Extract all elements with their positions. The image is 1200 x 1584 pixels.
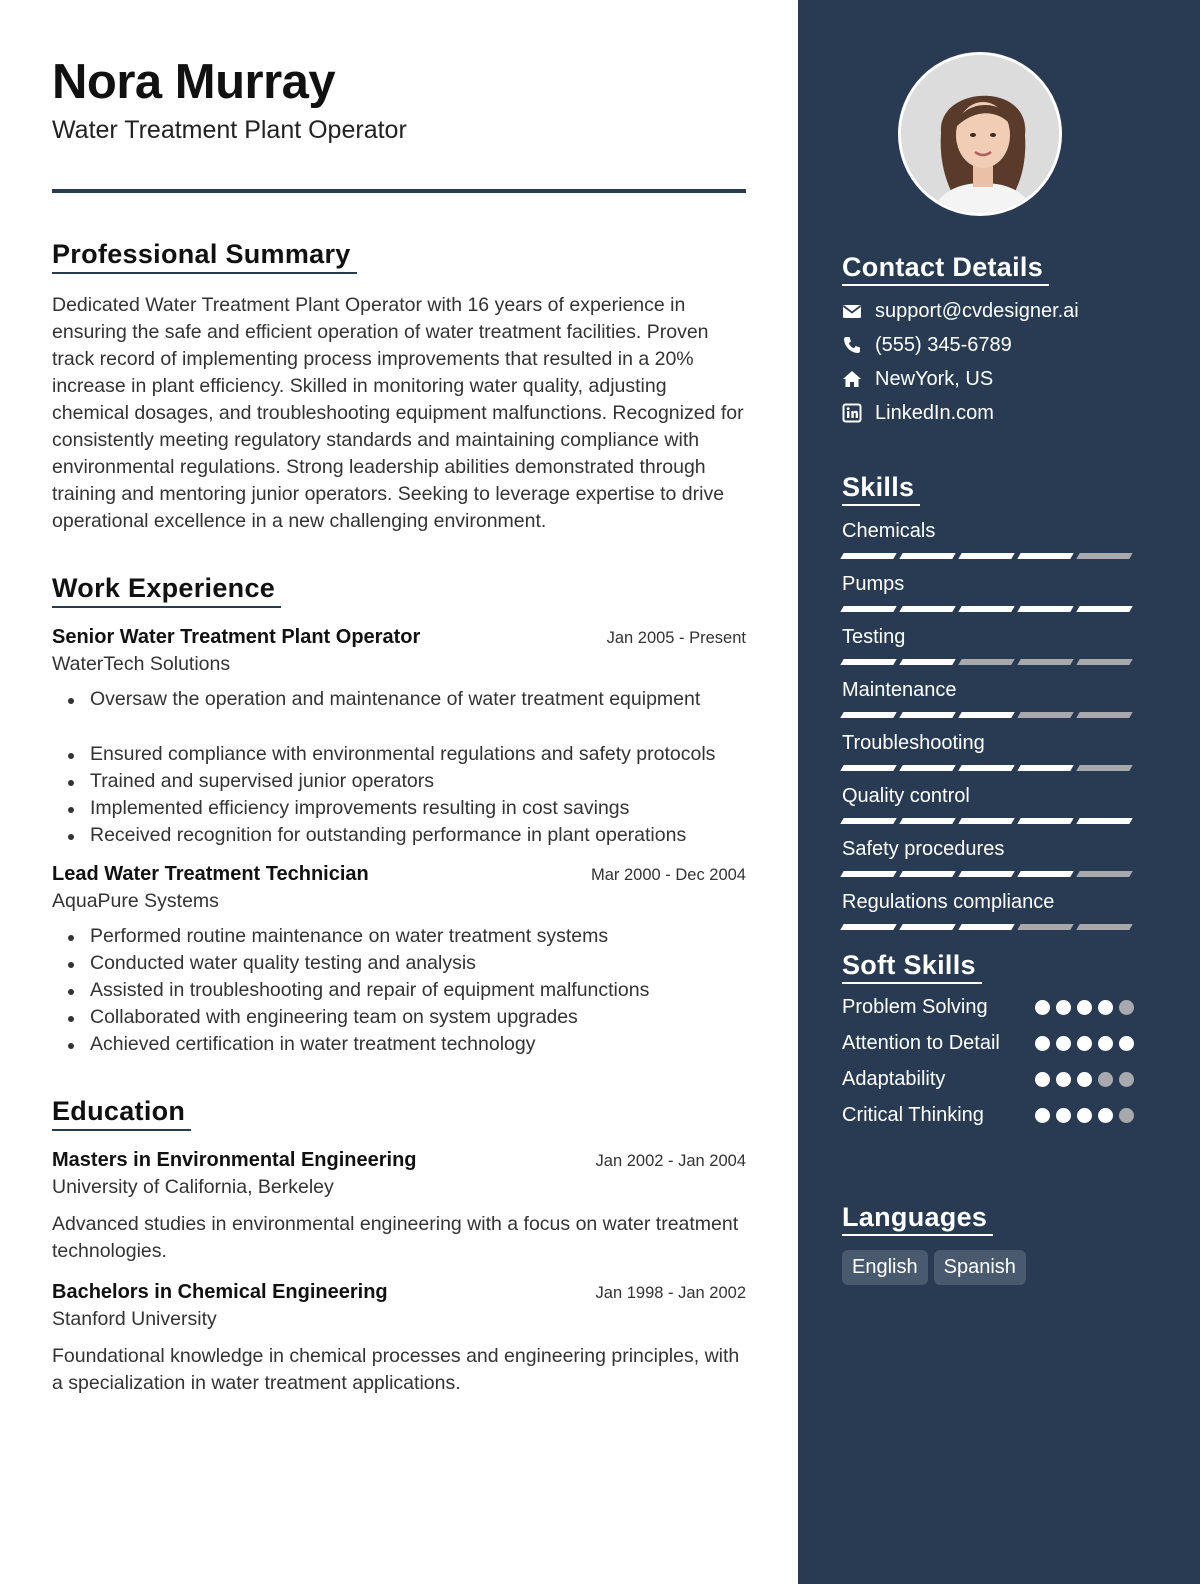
languages-section [842,1202,1182,1285]
education-entry [52,1281,746,1397]
skill-segment-filled [899,871,955,877]
degree-name: Masters in Environmental Engineering [52,1148,417,1171]
sidebar [798,0,1200,1584]
skill-rating-bar [842,765,1182,771]
language-chip: Spanish [934,1250,1026,1285]
skill-segment-empty [1076,712,1132,718]
skill-segment-empty [1017,924,1073,930]
candidate-title: Water Treatment Plant Operator [52,115,407,144]
linkedin-icon [842,403,862,423]
rating-dot-filled [1098,1000,1113,1015]
soft-skill-name: Problem Solving [842,996,988,1018]
skill-segment-filled [899,712,955,718]
skill-segment-filled [1017,553,1073,559]
job-company: AquaPure Systems [52,889,219,912]
rating-dot-filled [1077,1072,1092,1087]
soft-skill-name: Adaptability [842,1068,946,1090]
soft-skill-row [842,1030,1134,1056]
list-item: Performed routine maintenance on water treatment systems [66,923,746,950]
contact-heading: Contact Details [842,252,1049,286]
skill-segment-filled [1017,765,1073,771]
list-item: Received recognition for outstanding performance in plant operations [66,822,746,849]
skills-list [842,520,1182,930]
education-description: Advanced studies in environmental engineering with a focus on water treatment technologies. [52,1212,739,1262]
skill-segment-filled [1017,818,1073,824]
skill-segment-filled [899,818,955,824]
profile-photo-illustration [901,55,1062,216]
skill-segment-filled [840,659,896,665]
soft-skill-name: Critical Thinking [842,1104,984,1126]
rating-dot-filled [1035,1108,1050,1123]
skill-segment-filled [899,606,955,612]
rating-dot-filled [1077,1000,1092,1015]
skill-segment-filled [840,871,896,877]
skill-segment-empty [1076,553,1132,559]
phone-icon [842,335,862,355]
skill-name: Chemicals [842,520,936,542]
language-chip: English [842,1250,928,1285]
header-divider [52,189,746,193]
skill-segment-filled [899,659,955,665]
contact-email[interactable] [842,300,1182,322]
soft-skill-rating [1035,1066,1134,1087]
skill-segment-empty [1076,871,1132,877]
list-item: Collaborated with engineering team on system upgrades [66,1004,746,1031]
experience-heading: Work Experience [52,573,281,608]
education-heading: Education [52,1096,191,1131]
skill-rating-bar [842,712,1182,718]
education-dates: Jan 2002 - Jan 2004 [595,1151,746,1170]
rating-dot-empty [1098,1072,1113,1087]
rating-dot-filled [1035,1036,1050,1051]
profile-photo [898,52,1062,216]
languages-list [842,1250,1182,1285]
experience-section [52,573,746,1058]
list-item: Conducted water quality testing and analysis [66,950,746,977]
school-name: University of California, Berkeley [52,1175,334,1198]
skill-segment-filled [958,606,1014,612]
skill-segment-filled [958,765,1014,771]
school-name: Stanford University [52,1307,217,1330]
skill-segment-empty [958,659,1014,665]
education-description: Foundational knowledge in chemical processes and engineering principles, with a specialization in water treatment applications. [52,1344,740,1394]
skill-name: Quality control [842,785,970,807]
skills-section [842,472,1182,930]
skill-rating-bar [842,606,1182,612]
skill-name: Maintenance [842,679,957,701]
skill-segment-empty [1076,765,1132,771]
rating-dot-filled [1056,1108,1071,1123]
rating-dot-filled [1098,1036,1113,1051]
contact-section [842,252,1182,424]
soft-skill-row [842,994,1134,1020]
skills-heading: Skills [842,472,920,506]
skill-name: Troubleshooting [842,732,985,754]
soft-skill-row [842,1066,1134,1092]
contact-email-text: support@cvdesigner.ai [875,299,1079,322]
education-dates: Jan 1998 - Jan 2002 [595,1283,746,1302]
languages-heading: Languages [842,1202,993,1236]
skill-name: Testing [842,626,906,648]
skill-segment-filled [1076,818,1132,824]
rating-dot-filled [1077,1108,1092,1123]
rating-dot-filled [1035,1072,1050,1087]
envelope-icon [842,301,862,321]
skill-rating-bar [842,659,1182,665]
list-item: Implemented efficiency improvements resulting in cost savings [66,795,746,822]
skill-segment-filled [840,553,896,559]
education-section [52,1096,746,1397]
rating-dot-filled [1035,1000,1050,1015]
contact-location [842,368,1182,390]
list-item: Ensured compliance with environmental regulations and safety protocols [66,741,746,768]
soft-skills-list [842,994,1182,1128]
list-item: Achieved certification in water treatment technology [66,1031,746,1058]
skill-segment-filled [958,818,1014,824]
skill-name: Safety procedures [842,838,1005,860]
soft-skill-rating [1035,1102,1134,1123]
skill-segment-filled [958,924,1014,930]
rating-dot-filled [1098,1108,1113,1123]
skill-segment-filled [840,765,896,771]
degree-name: Bachelors in Chemical Engineering [52,1280,388,1303]
rating-dot-filled [1119,1036,1134,1051]
rating-dot-filled [1077,1036,1092,1051]
list-item: Assisted in troubleshooting and repair of equipment malfunctions [66,977,746,1004]
education-entry [52,1149,746,1265]
contact-location-text: NewYork, US [875,367,994,390]
job-entry [52,626,746,849]
list-item: Trained and supervised junior operators [66,768,746,795]
candidate-name: Nora Murray [52,55,336,109]
skill-rating-bar [842,818,1182,824]
skill-segment-filled [840,712,896,718]
soft-skill-rating [1035,994,1134,1015]
skill-segment-empty [1017,712,1073,718]
skill-segment-filled [958,553,1014,559]
contact-linkedin[interactable] [842,402,1182,424]
soft-skill-row [842,1102,1134,1128]
skill-segment-filled [840,606,896,612]
skill-rating-bar [842,553,1182,559]
contact-phone[interactable] [842,334,1182,356]
job-role: Lead Water Treatment Technician [52,862,369,885]
job-bullets [52,923,746,1058]
skill-segment-filled [1017,606,1073,612]
skill-name: Pumps [842,573,905,595]
skill-segment-filled [840,924,896,930]
skill-segment-filled [899,924,955,930]
summary-text: Dedicated Water Treatment Plant Operator with 16 years of experience in ensuring the safe and efficient operation of water treatment facilities. Proven track record of implementing process improvements that resulted in a 20% increase in plant efficiency. Skilled in monitoring water quality, adjusting chemical dosages, and troubleshooting equipment malfunctions. Recognized for consistently meeting regulatory standards and maintaining compliance with environmental regulations. Strong leadership abilities demonstrated through training and mentoring junior operators. Seeking to leverage expertise to drive operational excellence in a new challenging environment. [52,293,744,532]
job-role: Senior Water Treatment Plant Operator [52,625,421,648]
skill-segment-filled [840,818,896,824]
skill-segment-filled [1017,871,1073,877]
skill-segment-filled [899,553,955,559]
skill-rating-bar [842,924,1182,930]
rating-dot-filled [1056,1072,1071,1087]
rating-dot-empty [1119,1108,1134,1123]
soft-skill-rating [1035,1030,1134,1051]
skill-segment-empty [1076,659,1132,665]
skill-name: Regulations compliance [842,891,1055,913]
skill-segment-filled [899,765,955,771]
list-item: Oversaw the operation and maintenance of water treatment equipment [66,686,746,713]
skill-rating-bar [842,871,1182,877]
job-entry [52,863,746,1058]
soft-skills-heading: Soft Skills [842,950,982,984]
contact-linkedin-text: LinkedIn.com [875,401,994,424]
skill-segment-empty [1076,924,1132,930]
rating-dot-filled [1056,1036,1071,1051]
home-icon [842,369,862,389]
skill-segment-filled [1076,606,1132,612]
skill-segment-filled [958,712,1014,718]
rating-dot-filled [1056,1000,1071,1015]
job-dates: Mar 2000 - Dec 2004 [590,865,746,884]
summary-heading: Professional Summary [52,239,357,274]
skill-segment-filled [958,871,1014,877]
soft-skills-section [842,950,1182,1128]
rating-dot-empty [1119,1072,1134,1087]
job-dates: Jan 2005 - Present [606,628,746,647]
contact-phone-text: (555) 345-6789 [875,333,1012,356]
rating-dot-empty [1119,1000,1134,1015]
summary-section [52,239,746,535]
soft-skill-name: Attention to Detail [842,1032,1000,1054]
skill-segment-empty [1017,659,1073,665]
job-bullets [52,686,746,849]
job-company: WaterTech Solutions [52,652,231,675]
